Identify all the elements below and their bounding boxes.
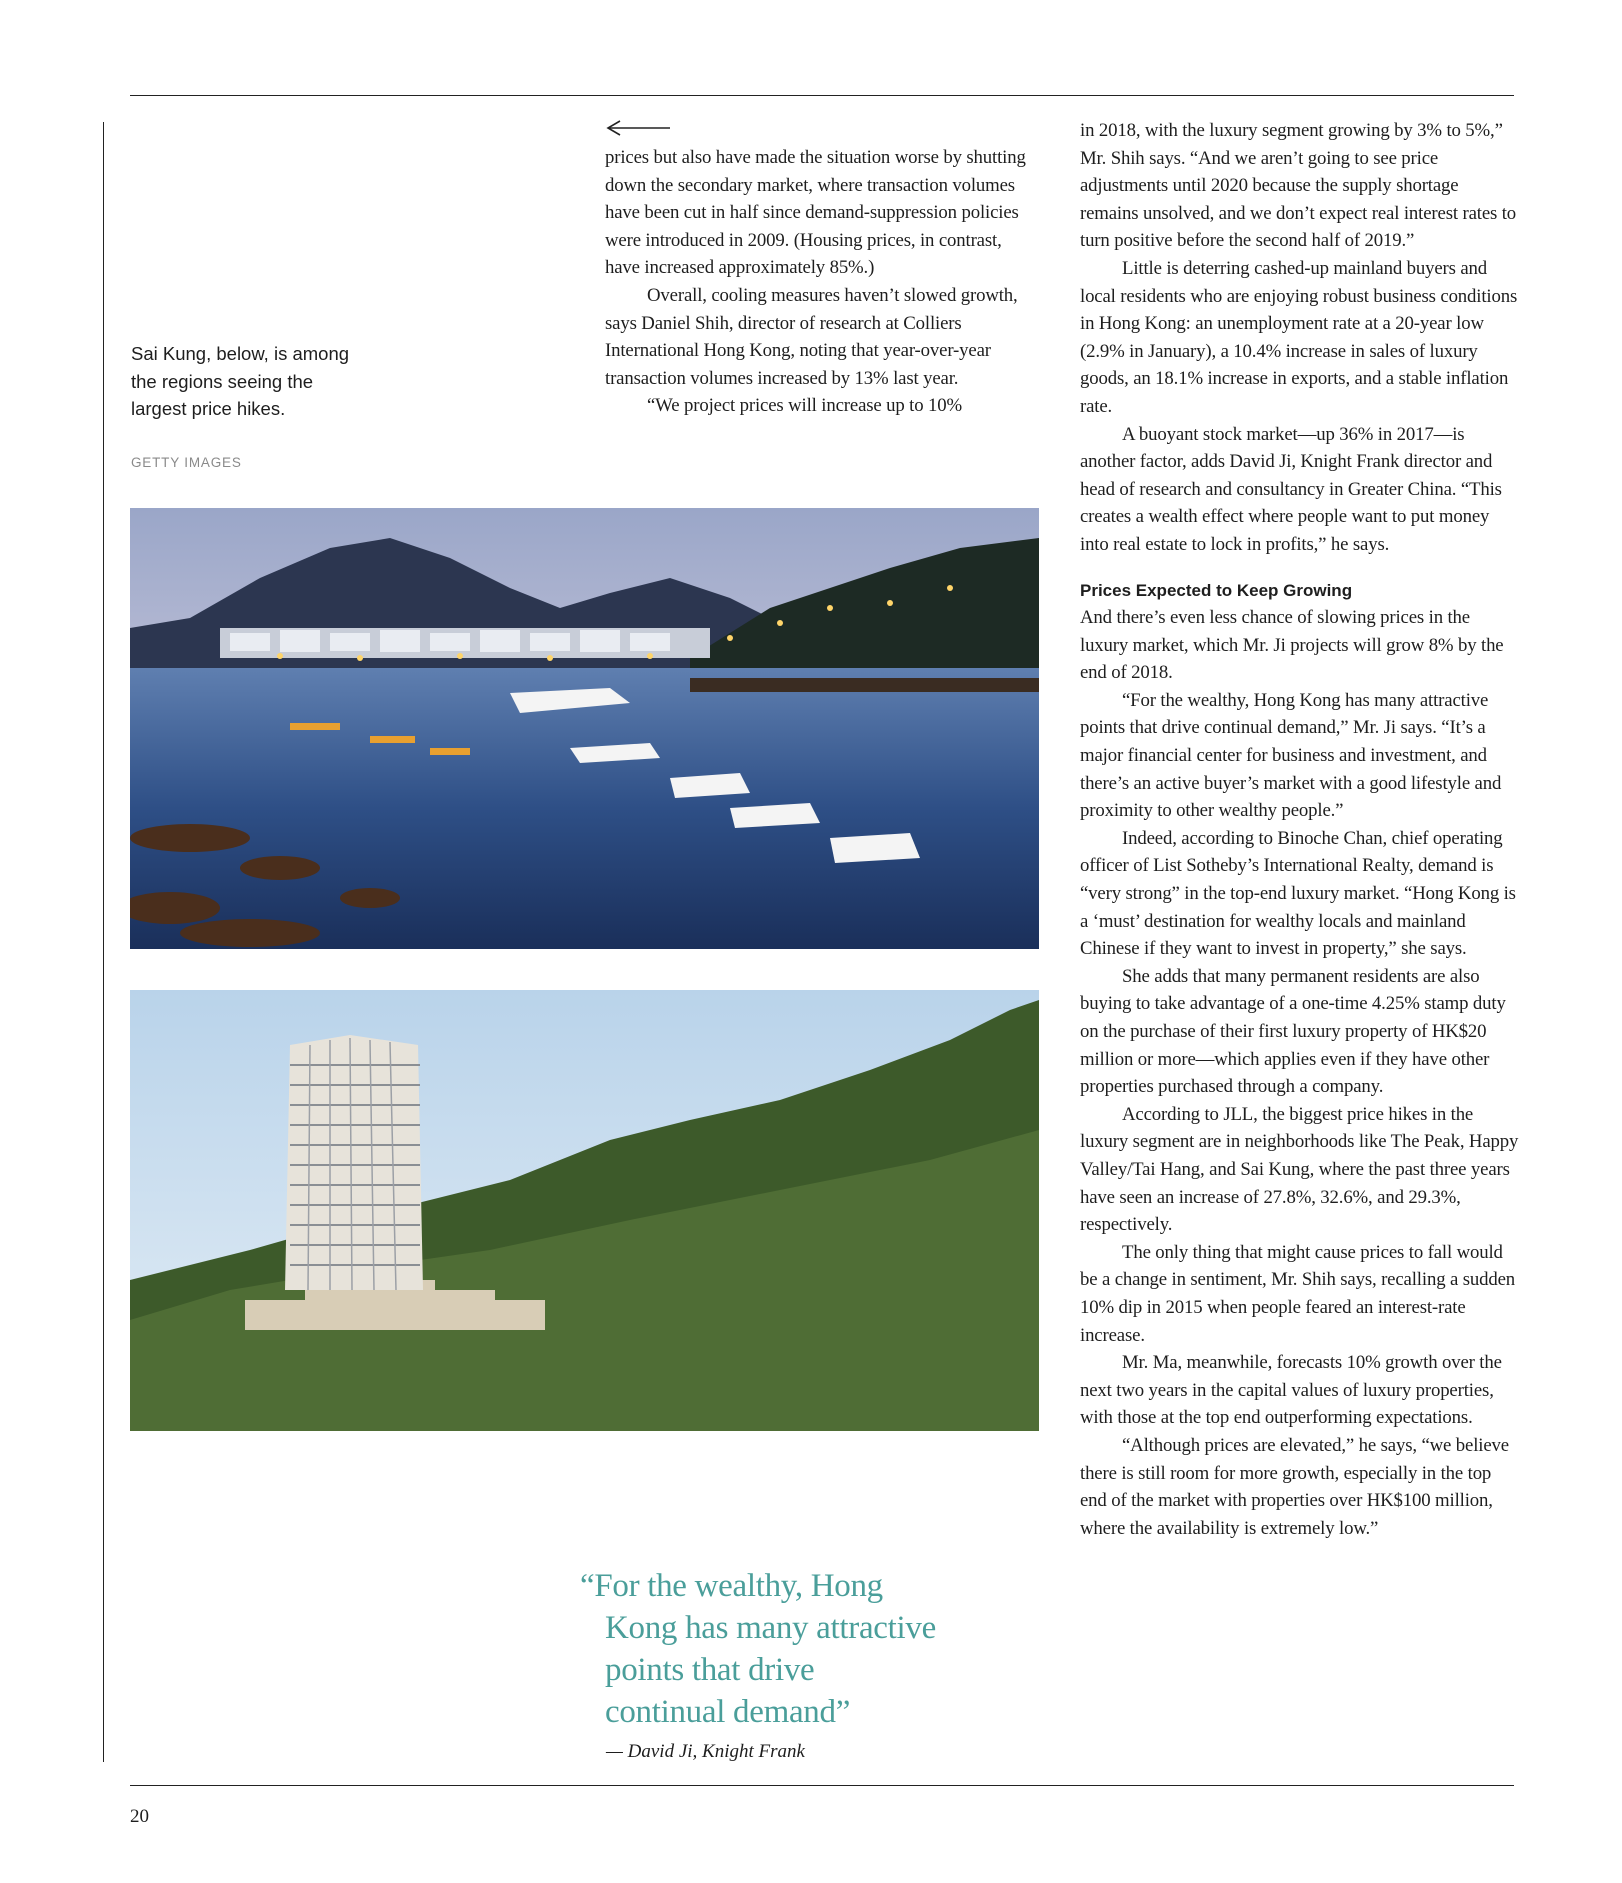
pull-quote xyxy=(580,1565,1000,1733)
top-rule xyxy=(130,95,1514,96)
paragraph: Overall, cooling measures haven’t slowed growth, says Daniel Shih, director of research at Colliers International Hong Kong, noting that year-over-year transaction volumes increased by 13% last year. xyxy=(605,284,1018,389)
paragraph: prices but also have made the situation worse by shutting down the secondary market, where transaction volumes have been cut in half since demand-suppression policies were introduced in 2009. (Housing prices, in contrast, have increased approximately 85%.) xyxy=(605,147,1026,279)
hillside-tower-photo xyxy=(130,990,1039,1431)
left-margin-rule xyxy=(103,122,104,1762)
pull-quote-attribution: — David Ji, Knight Frank xyxy=(606,1741,805,1762)
article-column-2 xyxy=(1080,117,1520,1542)
paragraph: Little is deterring cashed-up mainland buyers and local residents who are enjoying robust business conditions in Hong Kong: an unemployment rate at a 20-year low (2.9% in January), a 10.4% increase in sales of luxury goods, an 18.1% increase in exports, and a stable inflation rate. xyxy=(1080,257,1518,417)
bottom-rule xyxy=(130,1785,1514,1786)
paragraph: “Although prices are elevated,” he says, “we believe there is still room for more growth, especially in the top end of the market with properties over HK$100 million, where the availability is extremely low.” xyxy=(1080,1434,1509,1539)
paragraph: Indeed, according to Binoche Chan, chief operating officer of List Sotheby’s International Realty, demand is “very strong” in the top-end luxury market. “Hong Kong is a ‘must’ destination for wealthy locals and mainland Chinese if they want to invest in property,” she says. xyxy=(1080,827,1516,960)
article-column-1 xyxy=(605,144,1035,420)
pull-quote-line: Kong has many attractive xyxy=(605,1610,936,1646)
paragraph: Mr. Ma, meanwhile, forecasts 10% growth over the next two years in the capital values of luxury properties, with those at the top end outperforming expectations. xyxy=(1080,1352,1502,1429)
sai-kung-harbor-photo xyxy=(130,508,1039,949)
pull-quote-line: “For the wealthy, Hong xyxy=(580,1568,883,1604)
pull-quote-line: continual demand” xyxy=(605,1694,851,1730)
paragraph: The only thing that might cause prices to fall would be a change in sentiment, Mr. Shih says, recalling a sudden 10% dip in 2015 when people feared an interest-rate increase. xyxy=(1080,1241,1516,1346)
paragraph: A buoyant stock market—up 36% in 2017—is another factor, adds David Ji, Knight Frank director and head of research and consultancy in Greater China. “This creates a wealth effect where people want to put money into real estate to lock in profits,” he says. xyxy=(1080,423,1502,555)
paragraph: And there’s even less chance of slowing prices in the luxury market, which Mr. Ji projects will grow 8% by the end of 2018. xyxy=(1080,607,1504,684)
photo-credit: GETTY IMAGES xyxy=(131,455,242,470)
paragraph: in 2018, with the luxury segment growing by 3% to 5%,” Mr. Shih says. “And we aren’t going to see price adjustments until 2020 because the supply shortage remains unsolved, and we don’t expect real interest rates to turn positive before the second half of 2019.” xyxy=(1080,120,1517,252)
photo-caption: Sai Kung, below, is among the regions seeing the largest price hikes. xyxy=(131,343,350,419)
paragraph: According to JLL, the biggest price hikes in the luxury segment are in neighborhoods like The Peak, Happy Valley/Tai Hang, and Sai Kung, where the past three years have seen an increase of 27.8%, 32.6%, and 29.3%, respectively. xyxy=(1080,1103,1519,1236)
page-number: 20 xyxy=(130,1806,149,1827)
paragraph: “We project prices will increase up to 10% xyxy=(647,395,962,417)
arrow-left-icon xyxy=(606,120,670,136)
pull-quote-line: points that drive xyxy=(605,1652,815,1688)
section-subhead: Prices Expected to Keep Growing xyxy=(1080,580,1353,600)
paragraph: She adds that many permanent residents are also buying to take advantage of a one-time 4.25% stamp duty on the purchase of their first luxury property of HK$20 million or more—which applies even if they have other properties purchased through a company. xyxy=(1080,965,1506,1098)
paragraph: “For the wealthy, Hong Kong has many attractive points that drive continual demand,” Mr. Ji says. “It’s a major financial center for business and investment, and there’s an active buyer’s market with a good lifestyle and proximity to other wealthy people.” xyxy=(1080,689,1502,822)
